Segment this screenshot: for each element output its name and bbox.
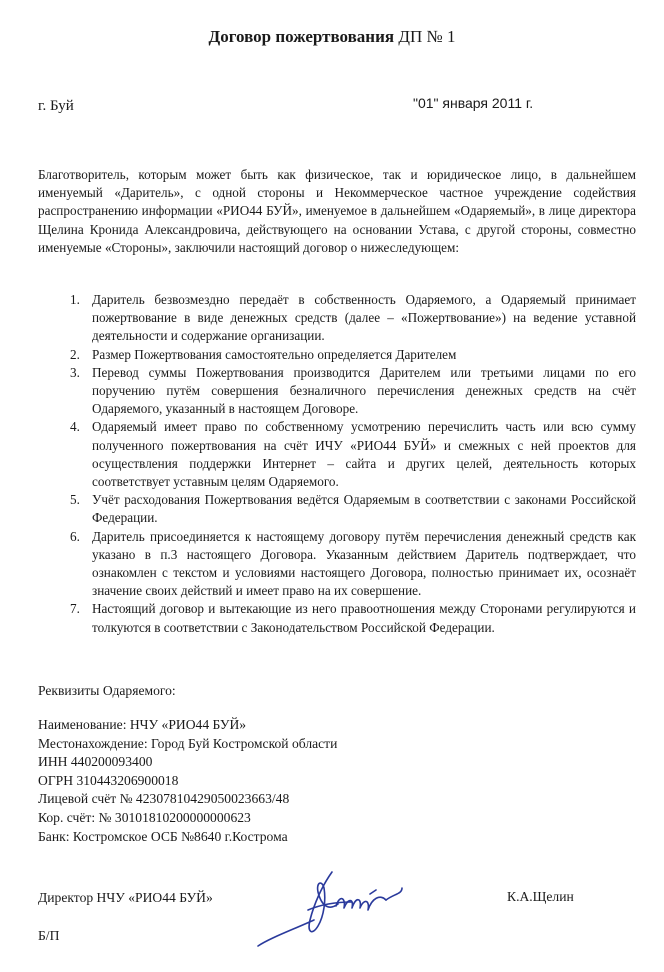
list-item-number: 3.	[70, 364, 80, 380]
requisite-bank: Банк: Костромское ОСБ №8640 г.Кострома	[38, 828, 288, 844]
city: г. Буй	[38, 98, 74, 114]
handwritten-signature	[252, 864, 422, 950]
intro-paragraph: Благотворитель, которым может быть как физическое, так и юридическое лицо, в дальнейшем именуемый «Даритель», с одной стороны и Некоммерческое частное учреждение содействия распространению информации «РИО44 БУЙ», именуемое в дальнейшем «Одаряемый», в лице директора Щелина Кронида Александровича, действующего на основании Устава, с другой стороны, совместно именуемые «Стороны», заключили настоящий договор о нижеследующем:	[38, 167, 636, 255]
list-item	[38, 418, 636, 491]
list-item-number: 1.	[70, 292, 80, 307]
requisite-location: Местонахождение: Город Буй Костромской области	[38, 735, 338, 751]
list-item	[38, 364, 636, 419]
requisites-block	[38, 716, 337, 846]
title-number: ДП № 1	[398, 27, 456, 46]
list-item-text: Одаряемый имеет право по собственному усмотрению перечислить часть или всю сумму полученного пожертвования на счёт ИЧУ «РИО44 БУЙ» и смежных с ней проектов для осуществления поддержки Интернет – сайта и других целей, деятельность которых соответствует уставным целям Одаряемого.	[92, 419, 636, 490]
requisite-corr-account: Кор. счёт: № 30101810200000000623	[38, 809, 251, 825]
signatory-role: Директор НЧУ «РИО44 БУЙ»	[38, 890, 213, 905]
footer-note: Б/П	[38, 928, 60, 943]
requisite-inn: ИНН 440200093400	[38, 754, 153, 770]
list-item-text: Учёт расходования Пожертвования ведётся Одаряемым в соответствии с законами Российской Федерации.	[92, 492, 636, 526]
list-item	[38, 491, 636, 527]
terms-list	[38, 291, 636, 637]
title-main: Договор пожертвования	[208, 27, 395, 46]
requisites-title: Реквизиты Одаряемого:	[38, 683, 176, 698]
requisite-ogrn: ОГРН 310443206900018	[38, 772, 179, 788]
list-item-number: 4.	[70, 419, 80, 435]
list-item	[38, 600, 636, 636]
list-item-text: Даритель безвозмездно передаёт в собственность Одаряемого, а Одаряемый принимает пожертвование в виде денежных средств (далее – «Пожертвование») на ведение уставной деятельности и содержание организации.	[92, 292, 636, 344]
list-item	[38, 528, 636, 601]
list-item-number: 2.	[70, 346, 80, 362]
contract-date: "01" января 2011 г.	[413, 95, 534, 111]
requisite-name: Наименование: НЧУ «РИО44 БУЙ»	[38, 717, 247, 732]
list-item-text: Даритель присоединяется к настоящему договору путём перечисления денежный средств как указано в п.3 настоящего Договора. Указанным действием Даритель подтверждает, что ознакомлен с текстом и условиями настоящего Договора, полностью принимает их, осознаёт значение своих действий и имеет право на их совершение.	[92, 528, 636, 599]
list-item-text: Перевод суммы Пожертвования производится Дарителем или третьими лицами по его поручению путём совершения безналичного перечисления денежных средств на счёт Одаряемого, указанный в настоящем Договоре.	[92, 364, 636, 417]
list-item-text: Настоящий договор и вытекающие из него правоотношения между Сторонами регулируются и толкуются в соответствии с Законодательством Российской Федерации.	[92, 601, 636, 635]
list-item-number: 6.	[70, 528, 80, 544]
list-item-number: 5.	[70, 492, 80, 508]
list-item-number: 7.	[70, 601, 80, 617]
list-item	[38, 346, 636, 364]
signatory-name: К.А.Щелин	[507, 889, 574, 904]
list-item	[38, 291, 636, 346]
document-title	[0, 27, 664, 47]
requisite-personal-account: Лицевой счёт № 42307810429050023663/48	[38, 791, 290, 807]
list-item-text: Размер Пожертвования самостоятельно определяется Дарителем	[92, 346, 457, 362]
